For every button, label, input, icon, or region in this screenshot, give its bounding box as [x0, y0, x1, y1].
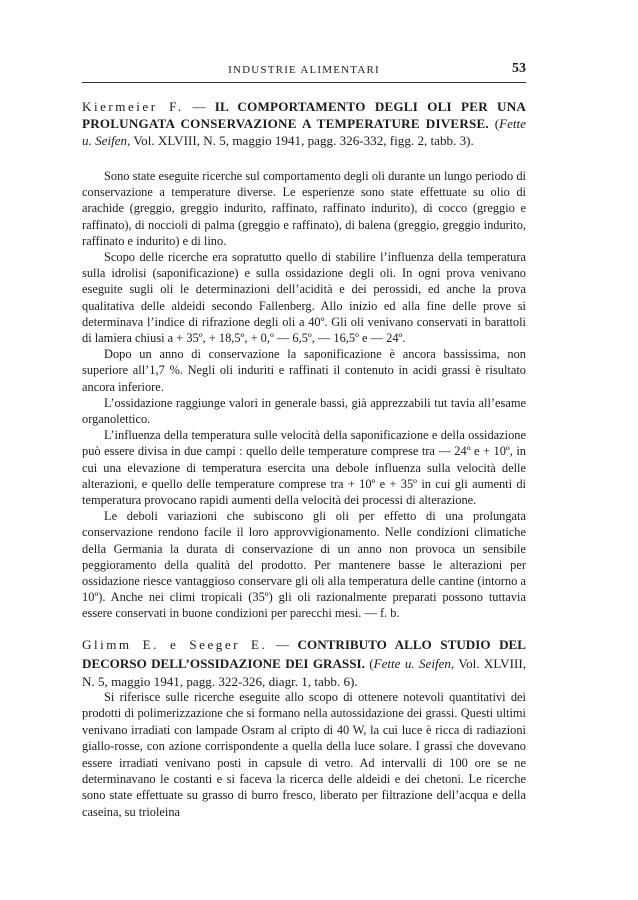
running-title: INDUSTRIE ALIMENTARI: [228, 64, 380, 76]
article-2-citation: , Vol. XLVIII, N. 5, maggio 1941, pagg. 322-326, diagr. 1, tabb. 6).: [82, 655, 526, 689]
article-1-title: IL COMPORTAMENTO DEGLI OLI PER UNA PROLUNGATA CONSERVAZIONE A TEMPERATURE DIVERSE.: [82, 99, 527, 131]
article-1-paragraph: Scopo delle ricerche era sopratutto quello di stabilire l’influenza della temperatura sulla idrolisi (saponificazione) e sulla ossidazione degli oli. In ogni prova venivano eseguite sugli oli le determinazioni dell’acidità e dei perossidi, ed anche la prova qualitativa delle aldeidi secondo Fallenberg. Allo inizio ed alla fine delle prove si determinava l’indice di rifrazione degli oli a 40º. Gli oli venivano conservati in barattoli di lamiera chiusi a + 35º, + 18,5º, + 0,º — 6,5º, — 16,5º e — 24º.: [82, 250, 526, 346]
article-1-citation: , Vol. XLVIII, N. 5, maggio 1941, pagg. 326-332, figg. 2, tabb. 3).: [127, 132, 474, 148]
page-header: [82, 62, 526, 83]
article-1-body: [82, 168, 526, 622]
page-number: 53: [512, 61, 526, 76]
article-1-paragraph: L’ossidazione raggiunge valori in generale bassi, già apprezzabili tut tavia all’esame organolettico.: [82, 395, 526, 427]
article-2-author: Glimm E. e Seeger E.: [82, 637, 268, 652]
article-1-dash: —: [183, 99, 215, 114]
article-2-body: [82, 689, 526, 820]
article-2-paragraph: Si riferisce sulle ricerche eseguite allo scopo di ottenere notevoli quantitativi dei prodotti di polimerizzazione che si formano nella autossidazione dei grassi. Questi ultimi venivano irradiati con lampade Osram al cripto di 40 W, la cui luce è ricca di radiazioni giallo-rosse, con azione corrispondente a quella della luce solare. I grassi che dovevano essere irradiati venivano posti in capsule di vetro. Ad intervalli di 100 ore se ne determinavano le costanti e si faceva la ricerca delle aldeidi e dei chetoni. Le ricerche sono state effettuate su grasso di burro fresco, liberato per filtrazione dell’acqua e della caseina, su trioleina: [82, 690, 526, 819]
article-1-paragraph: Dopo un anno di conservazione la saponificazione è ancora bassissima, non superiore all’1,7 %. Negli oli induriti e raffinati il contenuto in acidi grassi è risultato ancora inferiore.: [82, 347, 526, 394]
article-2-heading: [82, 636, 526, 692]
article-2-journal: Fette u. Seifen: [373, 655, 451, 671]
article-1-author: Kiermeier F.: [82, 99, 184, 114]
article-1-source-open: (: [488, 115, 500, 131]
article-1-paragraph: Le deboli variazioni che subiscono gli oli per effetto di una prolungata conservazione rendono facile il loro approvvigionamento. Nelle condizioni climatiche della Germania la durata di conservazione di un anno non provoca un sensibile peggioramento della qualità del prodotto. Per mantenere basse le alterazioni per ossidazione riesce vantaggioso conservare gli oli alla temperatura delle cantine (intorno a 10º). Anche nei climi tropicali (35º) gli oli razionalmente preparati possono tuttavia essere conservati in buone condizioni per parecchi mesi. — f. b.: [82, 509, 526, 621]
article-2-source-open: (: [364, 655, 374, 671]
article-1-paragraph: L’influenza della temperatura sulle velocità della saponificazione e della ossidazione può essere divisa in due campi : quello delle temperature comprese tra — 24º e + 10º, in cui una elevazione di temperatura esercita una debole influenza sulla velocità delle alterazioni, e quello delle temperature comprese tra + 10º e + 35º in cui gli aumenti di temperatura provocano rapidi aumenti della velocità dei processi di alterazione.: [82, 428, 526, 508]
article-2-title: CONTRIBUTO ALLO STUDIO DEL DECORSO DELL’OSSIDAZIONE DEI GRASSI.: [82, 637, 526, 671]
article-1-paragraph: Sono state eseguite ricerche sul comportamento degli oli durante un lungo periodo di conservazione a temperature diverse. Le esperienze sono state effettuate su olio di arachide (greggio, greggio indurito, raffinato, raffinato indurito), di cocco (greggio e raffinato), di noccioli di palma (greggio e raffinato), di balena (greggio, greggio indurito, raffinato e indurito) e di lino.: [82, 169, 526, 248]
article-1-journal: Fette u. Seifen: [82, 115, 526, 148]
article-2-dash: —: [267, 637, 298, 652]
article-1-heading: [82, 99, 526, 149]
